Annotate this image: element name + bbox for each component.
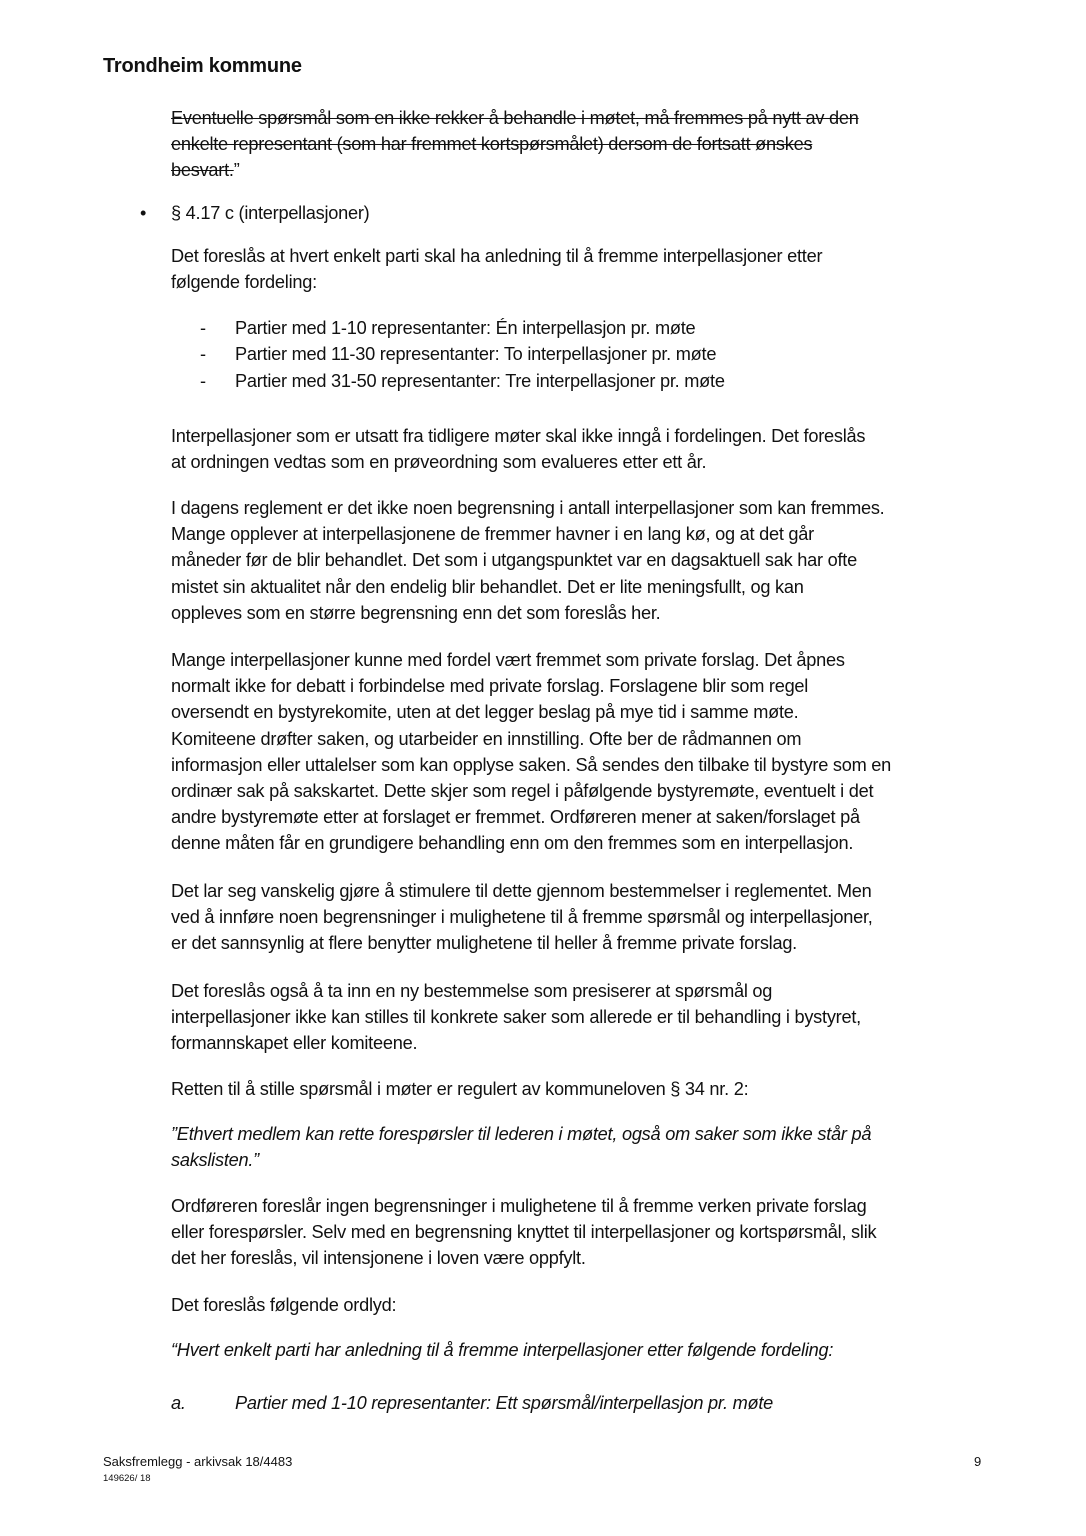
- text-line: mistet sin aktualitet når den endelig blir behandlet. Det er lite meningsfullt, og kan: [171, 576, 804, 597]
- text-line: det her foreslås, vil intensjonene i loven være oppfylt.: [171, 1248, 586, 1269]
- text-line: normalt ikke for debatt i forbindelse med private forslag. Forslagene blir som regel: [171, 676, 809, 697]
- paragraph-law-quote: [171, 1121, 991, 1173]
- text-line: I dagens reglement er det ikke noen begrensning i antall interpellasjoner som kan fremmes.: [171, 498, 885, 518]
- paragraph-current-rules: [171, 495, 991, 626]
- text-line: Retten til å stille spørsmål i møter er regulert av kommuneloven § 34 nr. 2:: [171, 1079, 749, 1099]
- paragraph-proposed-wording-intro: [171, 1292, 991, 1318]
- list-item-text: Partier med 1-10 representanter: Én interpellasjon pr. møte: [235, 318, 696, 338]
- text-line: denne måten får en grundigere behandling enn om den fremmes som en interpellasjon.: [171, 833, 854, 854]
- text-line: Det foreslås også å ta inn en ny bestemmelse som presiserer at spørsmål og: [171, 981, 773, 1001]
- paragraph-new-provision: [171, 978, 991, 1057]
- bullet-icon: •: [140, 203, 147, 223]
- list-item-text: Partier med 11-30 representanter: To interpellasjoner pr. møte: [235, 344, 717, 365]
- text-line: oversendt en bystyrekomite, uten at det legger beslag på mye tid i samme møte.: [171, 702, 799, 723]
- paragraph-postponed: [171, 423, 991, 475]
- text-line: Det foreslås følgende ordlyd:: [171, 1295, 397, 1315]
- text-line: ”Ethvert medlem kan rette forespørsler til lederen i møtet, også om saker som ikke står på: [171, 1124, 872, 1144]
- struck-paragraph: [171, 105, 991, 184]
- text-line: informasjon eller uttalelser som kan opplyse saken. Så sendes den tilbake til bystyre som en: [171, 754, 892, 775]
- list-letter-marker: a.: [171, 1393, 186, 1413]
- text-line: at ordningen vedtas som en prøveordning som evalueres etter ett år.: [171, 452, 707, 473]
- text-line: måneder før de blir behandlet. Det som i utgangspunktet var en dagsaktuell sak har ofte: [171, 550, 857, 571]
- struck-line: Eventuelle spørsmål som en ikke rekker å behandle i møtet, må fremmes på nytt av den: [171, 108, 859, 128]
- section-heading: § 4.17 c (interpellasjoner): [171, 203, 370, 223]
- paragraph-mayor-position: [171, 1193, 991, 1272]
- closing-quote: ”: [233, 160, 240, 181]
- struck-text: besvart.: [171, 160, 234, 181]
- paragraph-law-reference: [171, 1076, 991, 1102]
- text-line: formannskapet eller komiteene.: [171, 1033, 418, 1054]
- list-item-text: Partier med 31-50 representanter: Tre interpellasjoner pr. møte: [235, 370, 725, 391]
- text-line: interpellasjoner ikke kan stilles til konkrete saker som allerede er til behandling i bystyret,: [171, 1007, 861, 1028]
- text-line: er det sannsynlig at flere benytter mulighetene til heller å fremme private forslag.: [171, 933, 797, 954]
- dash-marker: -: [200, 318, 206, 338]
- text-line: ordinær sak på sakskartet. Dette skjer som regel i påfølgende bystyremøte, eventuelt i det: [171, 781, 874, 802]
- text-line: Mange interpellasjoner kunne med fordel vært fremmet som private forslag. Det åpnes: [171, 650, 845, 670]
- text-line: følgende fordeling:: [171, 272, 317, 293]
- dash-marker: -: [200, 344, 206, 365]
- text-line: ved å innføre noen begrensninger i mulighetene til å fremme spørsmål og interpellasjoner,: [171, 907, 873, 928]
- paragraph-private-proposals: [171, 647, 991, 857]
- footer-document-number: 149626/ 18: [103, 1473, 151, 1484]
- text-line: Det foreslås at hvert enkelt parti skal ha anledning til å fremme interpellasjoner etter: [171, 246, 823, 266]
- text-line: “Hvert enkelt parti har anledning til å fremme interpellasjoner etter følgende fordeling:: [171, 1340, 834, 1360]
- page-header-title: Trondheim kommune: [103, 55, 302, 77]
- paragraph-proposal-intro: [171, 243, 991, 295]
- text-line: Mange opplever at interpellasjonene de fremmer havner i en lang kø, og at det går: [171, 524, 814, 545]
- text-line: andre bystyremøte etter at forslaget er fremmet. Ordføreren mener at saken/forslaget på: [171, 807, 860, 828]
- struck-line-last: [171, 157, 991, 183]
- text-line: Ordføreren foreslår ingen begrensninger i mulighetene til å fremme verken private forslag: [171, 1196, 867, 1216]
- paragraph-proposed-wording: [171, 1337, 991, 1363]
- text-line: Interpellasjoner som er utsatt fra tidligere møter skal ikke inngå i fordelingen. Det foreslås: [171, 426, 866, 446]
- text-line: oppleves som en større begrensning enn det som foreslås her.: [171, 602, 661, 623]
- text-line: Det lar seg vanskelig gjøre å stimulere til dette gjennom bestemmelser i reglementet. Men: [171, 881, 872, 901]
- dash-marker: -: [200, 370, 206, 391]
- text-line: Komiteene drøfter saken, og utarbeider en innstilling. Ofte ber de rådmannen om: [171, 728, 802, 749]
- text-line: eller forespørsler. Selv med en begrensning knyttet til interpellasjoner og kortspørsmål, slik: [171, 1222, 877, 1243]
- list-item-text: Partier med 1-10 representanter: Ett spørsmål/interpellasjon pr. møte: [235, 1393, 774, 1413]
- page-number: 9: [974, 1454, 982, 1469]
- paragraph-stimulate: [171, 878, 991, 957]
- struck-line: enkelte representant (som har fremmet kortspørsmålet) dersom de fortsatt ønskes: [171, 134, 813, 155]
- text-line: sakslisten.”: [171, 1150, 259, 1171]
- footer-case-reference: Saksfremlegg - arkivsak 18/4483: [103, 1454, 293, 1469]
